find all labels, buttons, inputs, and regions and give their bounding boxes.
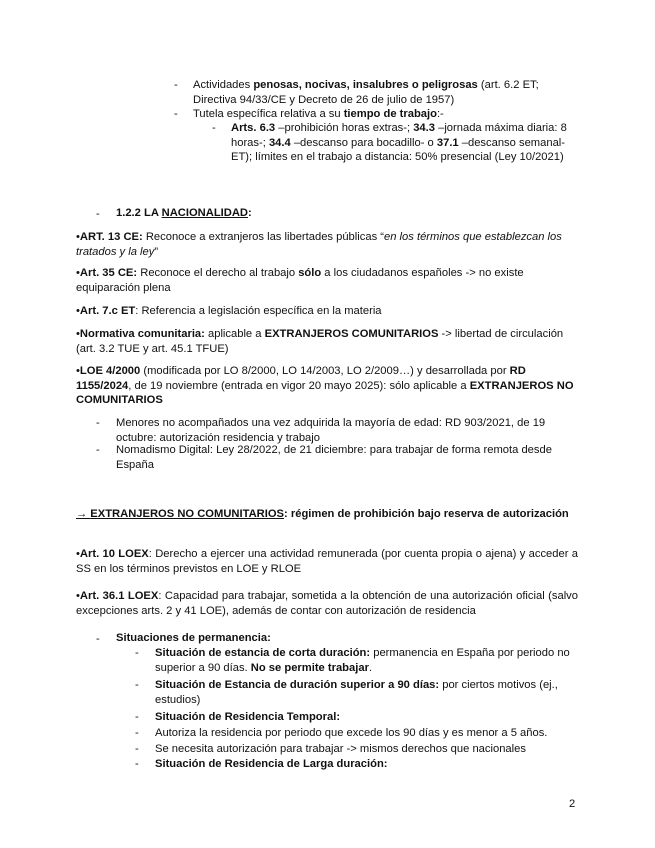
situacion-temporal: Situación de Residencia Temporal: xyxy=(155,711,341,723)
paragraph-art36-loex: •Art. 36.1 LOEX: Capacidad para trabajar, sometida a la obtención de una autorización oficial (salvo excepciones arts. 2 y 41 LOE), además de contar con autorización de residencia xyxy=(76,590,578,617)
paragraph-art13: •ART. 13 CE: Reconoce a extranjeros las libertades públicas “en los términos que establezcan los tratados y la ley” xyxy=(76,231,562,258)
page-number: 2 xyxy=(569,798,576,810)
temporal-item-2: Se necesita autorización para trabajar -> mismos derechos que nacionales xyxy=(155,743,526,755)
dash-bullet: - xyxy=(135,758,139,770)
dash-bullet: - xyxy=(96,633,100,645)
dash-bullet: - xyxy=(174,79,178,91)
list-item-menores: Menores no acompañados una vez adquirida la mayoría de edad: RD 903/2021, de 19 octubre: autorización residencia y trabajo xyxy=(116,417,546,444)
paragraph-art35: •Art. 35 CE: Reconoce el derecho al trabajo sólo a los ciudadanos españoles -> no existe equiparación plena xyxy=(76,267,524,294)
dash-bullet: - xyxy=(135,647,139,659)
sublist-item-arts: Arts. 6.3 –prohibición horas extras-; 34.3 –jornada máxima diaria: 8 horas-; 34.4 –descanso para bocadillo- o 37.1 –descanso semanal- ET); límites en el trabajo a distancia: 50% presencial (Ley 10/2021) xyxy=(231,122,567,164)
list-item-nomadismo: Nomadismo Digital: Ley 28/2022, de 21 diciembre: para trabajar de forma remota desde España xyxy=(116,444,552,471)
heading-no-comunitarios: → EXTRANJEROS NO COMUNITARIOS: régimen de prohibición bajo reserva de autorización xyxy=(76,508,569,520)
dash-bullet: - xyxy=(135,679,139,691)
paragraph-normativa: •Normativa comunitaria: aplicable a EXTRANJEROS COMUNITARIOS -> libertad de circulación (art. 3.2 TUE y art. 45.1 TFUE) xyxy=(76,328,564,355)
situacion-larga-duracion: Situación de Residencia de Larga duración: xyxy=(155,758,388,770)
paragraph-art7c: •Art. 7.c ET: Referencia a legislación específica en la materia xyxy=(76,305,382,317)
list-item-actividades: Actividades penosas, nocivas, insalubres o peligrosas (art. 6.2 ET; Directiva 94/33/CE y Decreto de 26 de julio de 1957) xyxy=(193,79,539,106)
paragraph-loe: •LOE 4/2000 (modificada por LO 8/2000, LO 14/2003, LO 2/2009…) y desarrollada por RD 1155/2024, de 19 noviembre (entrada en vigor 20 mayo 2025): sólo aplicable a EXTRANJEROS NO COMUNITARIOS xyxy=(76,365,574,407)
dash-bullet: - xyxy=(96,444,100,456)
dash-bullet: - xyxy=(135,711,139,723)
dash-bullet: - xyxy=(96,417,100,429)
dash-bullet: - xyxy=(135,743,139,755)
dash-bullet: - xyxy=(174,108,178,120)
list-item-tutela: Tutela específica relativa a su tiempo de trabajo:- xyxy=(193,108,444,120)
situacion-estancia-larga: Situación de Estancia de duración superior a 90 días: por ciertos motivos (ej., estudios) xyxy=(155,679,558,706)
situacion-corta: Situación de estancia de corta duración: permanencia en España por periodo no superior a 90 días. No se permite trabajar. xyxy=(155,647,570,674)
temporal-item-1: Autoriza la residencia por periodo que excede los 90 días y es menor a 5 años. xyxy=(155,727,548,739)
section-heading: 1.2.2 LA NACIONALIDAD: xyxy=(116,207,252,219)
situaciones-title: Situaciones de permanencia: xyxy=(116,632,271,644)
paragraph-art10-loex: •Art. 10 LOEX: Derecho a ejercer una actividad remunerada (por cuenta propia o ajena) y acceder a SS en los términos previstos en LOE y RLOE xyxy=(76,548,579,575)
dash-bullet: - xyxy=(212,122,216,134)
dash-bullet: - xyxy=(135,727,139,739)
dash-bullet: - xyxy=(96,208,100,220)
